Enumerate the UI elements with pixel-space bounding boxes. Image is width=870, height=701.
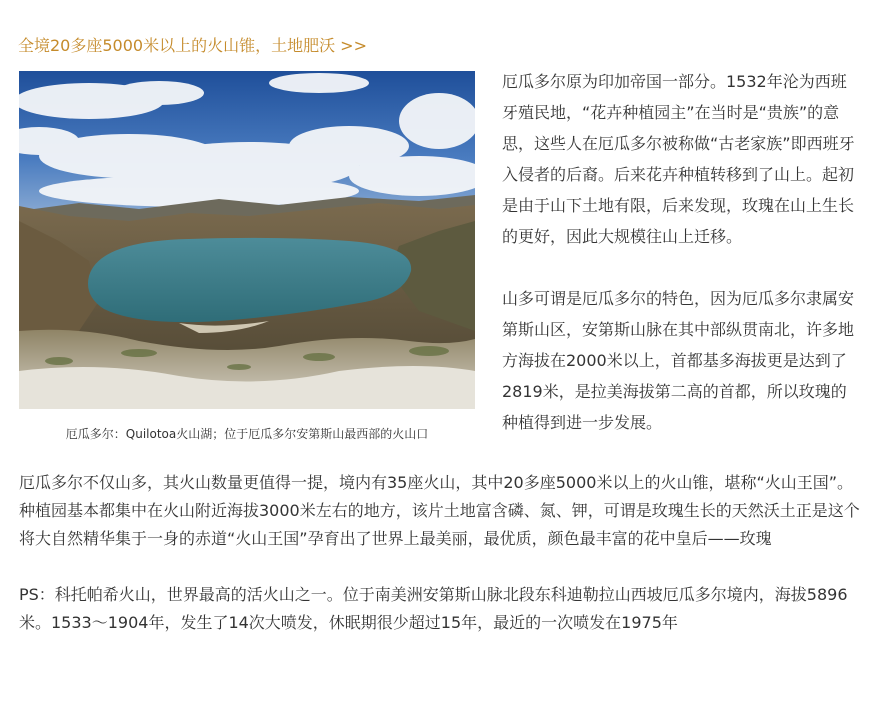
side-text-block (502, 66, 858, 438)
ps-paragraph: PS：科托帕希火山，世界最高的活火山之一。位于南美洲安第斯山脉北段东科迪勒拉山西坡厄瓜多尔境内，海拔5896米。1533～1904年，发生了14次大喷发，休眠期很少超过15年，最近的一次喷发在1975年 (19, 585, 848, 632)
photo-caption: 厄瓜多尔：Quilotoa火山湖；位于厄瓜多尔安第斯山最西部的火山口 (65, 427, 429, 441)
body-paragraph: 厄瓜多尔不仅山多，其火山数量更值得一提，境内有35座火山，其中20多座5000米以上的火山锥，堪称“火山王国”。种植园基本都集中在火山附近海拔3000米左右的地方，该片土地富含磷、氮、钾，可谓是玫瑰生长的天然沃土正是这个将大自然精华集于一身的赤道“火山王国”孕育出了世界上最美丽，最优质，颜色最丰富的花中皇后——玫瑰 (19, 473, 860, 548)
full-text-block (19, 469, 862, 637)
side-paragraph: 厄瓜多尔原为印加帝国一部分。1532年沦为西班牙殖民地，“花卉种植园主”在当时是“贵族”的意思，这些人在厄瓜多尔被称做“古老家族”即西班牙入侵者的后裔。后来花卉种植转移到了山上。起初是由于山下土地有限，后来发现，玫瑰在山上生长的更好，因此大规模往山上迁移。 (502, 72, 855, 246)
section-title: 全境20多座5000米以上的火山锥，土地肥沃 >> (18, 36, 367, 55)
side-paragraph: 山多可谓是厄瓜多尔的特色，因为厄瓜多尔隶属安第斯山区，安第斯山脉在其中部纵贯南北，许多地方海拔在2000米以上，首都基多海拔更是达到了2819米，是拉美海拔第二高的首都，所以玫瑰的种植得到进一步发展。 (502, 289, 855, 432)
crater-lake-photo (19, 71, 475, 409)
